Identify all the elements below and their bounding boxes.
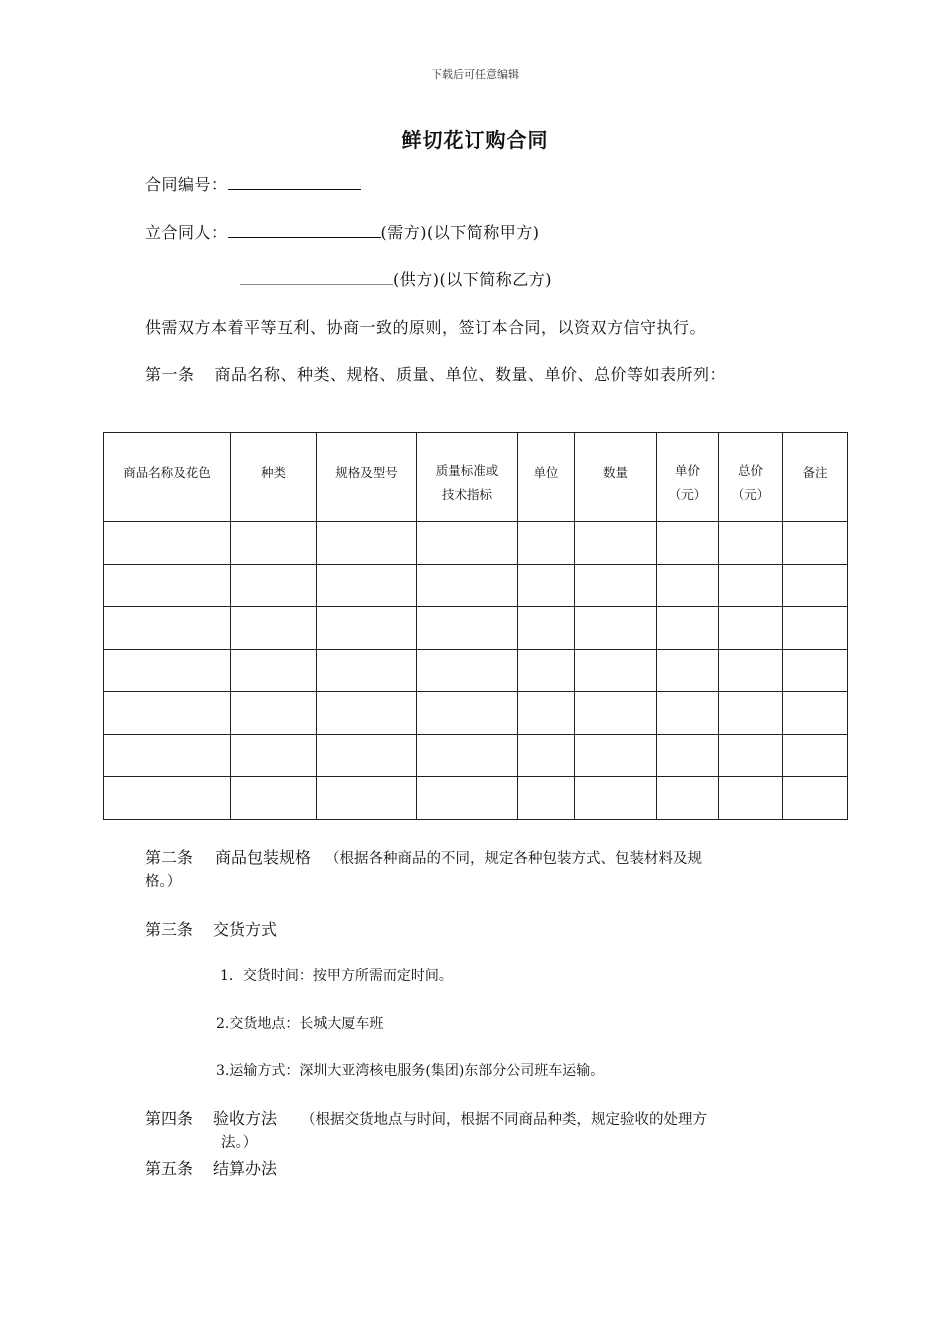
col-header-unit: 单位 <box>518 433 575 522</box>
article-5 <box>145 1156 277 1179</box>
col-header-total-price: 总价 （元） <box>719 433 783 522</box>
parties-label: 立合同人： <box>145 223 228 242</box>
party-a-field[interactable] <box>228 223 381 238</box>
page-title: 鲜切花订购合同 <box>401 128 549 152</box>
intro-paragraph: 供需双方本着平等互利、协商一致的原则，签订本合同，以资双方信守执行。 <box>145 318 707 337</box>
article-3-heading: 第三条 <box>145 920 194 939</box>
col-header-type: 种类 <box>231 433 317 522</box>
header-note: 下载后可任意编辑 <box>431 68 519 81</box>
delivery-time-item: 1．交货时间：按甲方所需而定时间。 <box>220 968 453 984</box>
party-b-field[interactable] <box>240 270 393 285</box>
article-2 <box>145 845 702 868</box>
party-b-suffix: (供方)(以下简称乙方) <box>393 270 552 289</box>
party-b-line <box>240 267 552 290</box>
col-header-name: 商品名称及花色 <box>104 433 231 522</box>
article-1-text: 商品名称、种类、规格、质量、单位、数量、单价、总价等如表所列： <box>214 365 727 384</box>
table-row <box>104 649 848 692</box>
col-header-unit-price: 单价 （元） <box>657 433 719 522</box>
article-4-heading: 第四条 <box>145 1109 194 1128</box>
party-a-suffix: (需方)(以下简称甲方) <box>380 223 540 242</box>
article-4-title: 验收方法 <box>213 1109 278 1128</box>
col-header-spec: 规格及型号 <box>317 433 417 522</box>
goods-table <box>103 432 848 820</box>
table-row <box>104 564 848 607</box>
delivery-location-item: 2.交货地点：长城大厦车班 <box>216 1016 384 1032</box>
article-1-heading: 第一条 <box>145 365 195 384</box>
article-5-heading: 第五条 <box>145 1159 194 1178</box>
article-3 <box>145 917 277 940</box>
col-header-quantity: 数量 <box>575 433 657 522</box>
col-header-remarks: 备注 <box>783 433 848 522</box>
article-4 <box>145 1106 707 1129</box>
article-1 <box>145 362 726 385</box>
article-2-heading: 第二条 <box>145 848 194 867</box>
article-4-note-cont: 法。） <box>221 1135 258 1151</box>
table-header-row <box>104 433 848 522</box>
table-row <box>104 692 848 735</box>
article-4-note: （根据交货地点与时间，根据不同商品种类，规定验收的处理方 <box>301 1112 708 1128</box>
table-row <box>104 522 848 565</box>
table-row <box>104 607 848 650</box>
article-2-title: 商品包装规格 <box>215 848 312 867</box>
article-3-title: 交货方式 <box>213 920 278 939</box>
col-header-quality: 质量标准或 技术指标 <box>417 433 518 522</box>
contract-number-line <box>145 172 361 195</box>
transport-method-item: 3.运输方式：深圳大亚湾核电服务(集团)东部分公司班车运输。 <box>216 1063 605 1079</box>
table-row <box>104 734 848 777</box>
table-row <box>104 777 848 820</box>
article-2-note-cont: 格。） <box>145 874 182 890</box>
contract-number-label: 合同编号： <box>145 175 228 194</box>
article-2-note: （根据各种商品的不同，规定各种包装方式、包装材料及规 <box>325 851 703 867</box>
party-a-line <box>145 220 540 243</box>
article-5-title: 结算办法 <box>213 1159 278 1178</box>
contract-number-field[interactable] <box>228 175 361 190</box>
